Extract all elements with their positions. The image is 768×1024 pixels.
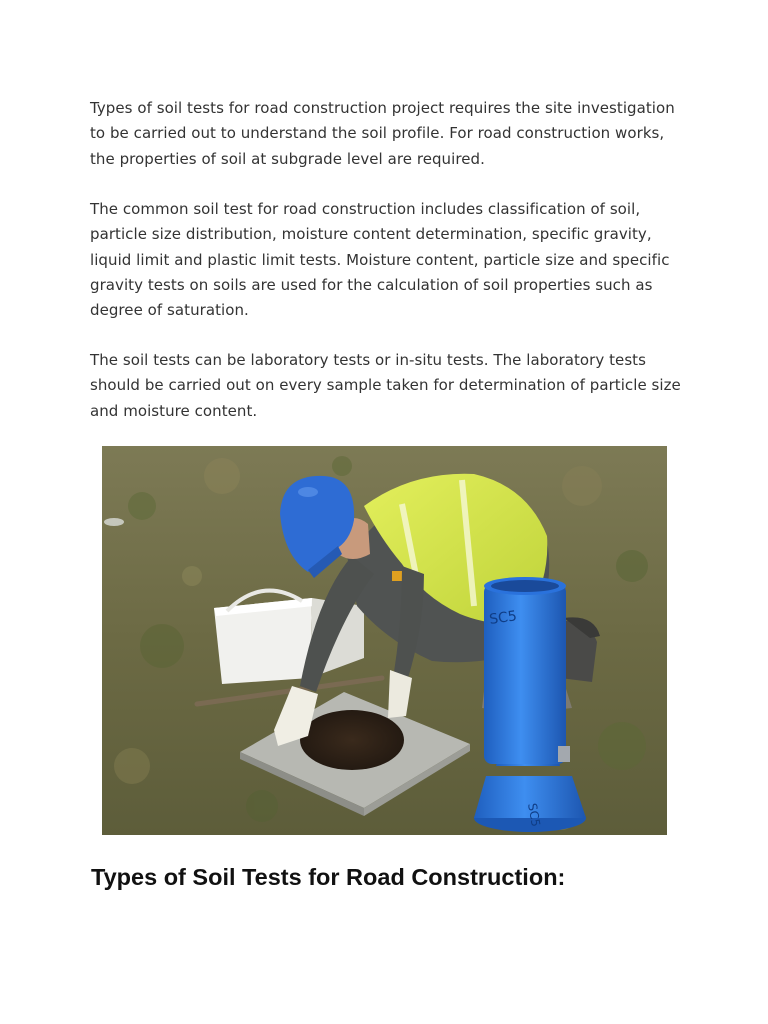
section-heading: Types of Soil Tests for Road Construction:	[91, 864, 566, 890]
intro-paragraph: Types of soil tests for road construction project requires the site investigation to be carried out to understand the soil profile. For road construction works, the properties of soil at subgrade level are required.	[90, 99, 675, 168]
lab-tests-paragraph: The soil tests can be laboratory tests or in-situ tests. The laboratory tests should be carried out on every sample taken for determination of particle size and moisture content.	[90, 351, 681, 420]
cylinder-marking-top: SC5	[488, 608, 518, 628]
cylinder-marking-base: SC5	[525, 802, 543, 828]
soil-test-photo	[102, 446, 667, 835]
common-tests-paragraph: The common soil test for road construction includes classification of soil, particle size distribution, moisture content determination, specific gravity, liquid limit and plastic limit tests. Moisture content, particle size and specific gravity tests on soils are used for the calculation of soil properties such as degree of saturation.	[90, 200, 670, 320]
